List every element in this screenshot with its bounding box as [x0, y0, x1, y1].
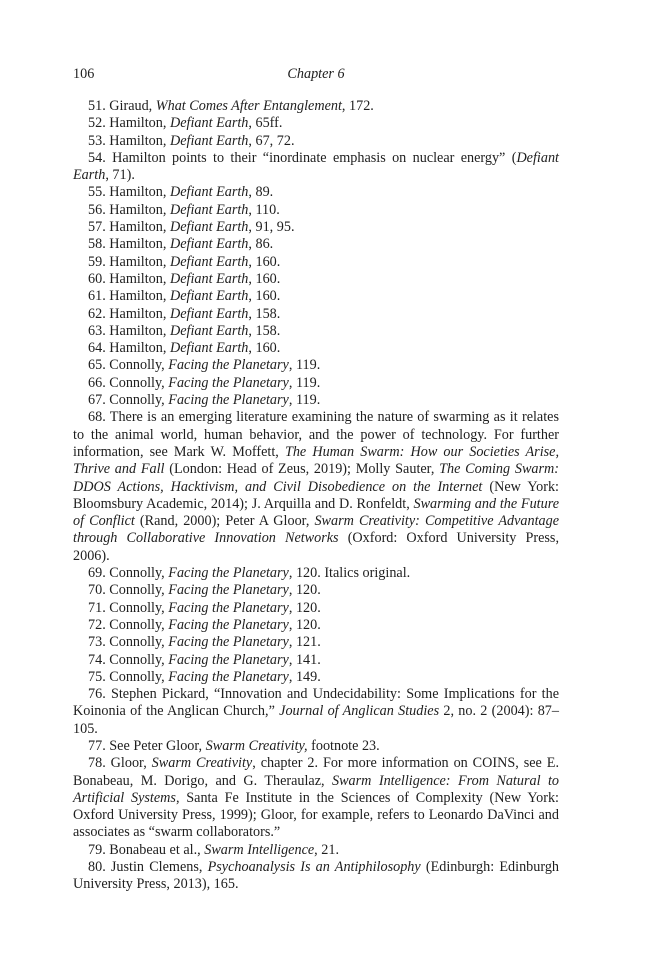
- note-text: , 120.: [288, 599, 321, 616]
- note-text: , 67, 72.: [248, 132, 295, 149]
- note-text: footnote 23.: [307, 737, 380, 754]
- italic-title: What Comes After Entanglement: [155, 98, 342, 114]
- endnote: [73, 98, 559, 115]
- note-text: , 120. Italics original.: [288, 565, 411, 582]
- note-text: , 158.: [248, 322, 281, 339]
- note-text: , 160.: [248, 288, 281, 305]
- note-text: , 89.: [248, 184, 274, 201]
- italic-title: Swarming and the Future of Conflict: [73, 495, 559, 530]
- note-text: 71. Connolly,: [88, 599, 169, 616]
- endnote: [73, 184, 559, 201]
- endnote: [73, 340, 559, 357]
- note-text: 75. Connolly,: [88, 668, 169, 685]
- italic-title: Swarm Creativity,: [205, 737, 308, 754]
- note-text: (Edinburgh: Edinburgh University Press, 2013), 165.: [73, 859, 560, 893]
- note-text: 64. Hamilton,: [88, 340, 170, 357]
- endnote: [73, 582, 559, 599]
- italic-title: Swarm Creativity: [151, 755, 253, 772]
- italic-title: Facing the Planetary: [168, 582, 289, 599]
- endnote: [73, 859, 559, 894]
- italic-title: Journal of Anglican Studies: [279, 703, 440, 720]
- note-text: 51. Giraud,: [88, 98, 156, 114]
- italic-title: Defiant Earth: [169, 270, 249, 287]
- italic-title: Facing the Planetary: [168, 357, 289, 374]
- endnote: [73, 652, 559, 669]
- italic-title: Defiant Earth: [169, 236, 249, 253]
- italic-title: Facing the Planetary: [168, 634, 289, 651]
- note-text: 69. Connolly,: [88, 565, 169, 582]
- note-text: (Rand, 2000); Peter A Gloor,: [134, 513, 315, 530]
- note-text: , 119.: [288, 374, 321, 391]
- note-text: 60. Hamilton,: [88, 270, 170, 287]
- note-text: , 110.: [248, 201, 280, 218]
- note-text: , 172.: [341, 98, 374, 114]
- book-page: [73, 66, 559, 894]
- italic-title: Defiant Earth: [169, 184, 249, 201]
- endnote: [73, 254, 559, 271]
- italic-title: Defiant Earth: [169, 253, 249, 270]
- endnote: [73, 409, 559, 565]
- note-text: , 86.: [248, 236, 274, 253]
- italic-title: Defiant Earth: [169, 340, 249, 357]
- endnote: [73, 392, 559, 409]
- note-text: 54. Hamilton points to their “inordinate emphasis on nuclear energy” (: [88, 149, 517, 166]
- endnote: [73, 323, 559, 340]
- note-text: (Oxford: Oxford University Press, 2006).: [73, 530, 560, 564]
- note-text: 72. Connolly,: [88, 616, 169, 633]
- note-text: , 119.: [288, 392, 321, 409]
- note-text: , 160.: [248, 340, 281, 357]
- italic-title: Defiant Earth: [169, 219, 249, 236]
- note-text: , 71).: [105, 167, 135, 184]
- note-text: 67. Connolly,: [88, 392, 169, 409]
- note-text: , 121.: [288, 634, 321, 651]
- italic-title: Defiant Earth: [73, 149, 559, 184]
- italic-title: Facing the Planetary: [168, 565, 289, 582]
- endnote: [73, 617, 559, 634]
- note-text: 77. See Peter Gloor,: [88, 737, 206, 754]
- note-text: , Santa Fe Institute in the Sciences of Complexity (New York: Oxford University Press, 1999); Gloor, for example, refers to Leonardo DaVinci and associates as “swarm collaborators.”: [73, 789, 559, 841]
- note-text: , 21.: [314, 841, 339, 858]
- endnote: [73, 738, 559, 755]
- endnote: [73, 669, 559, 686]
- note-text: 53. Hamilton,: [88, 132, 170, 149]
- endnote: [73, 133, 559, 150]
- note-text: , 141.: [288, 651, 321, 668]
- italic-title: Swarm Creativity: Competitive Advantage through Collaborative Innovation Networks: [73, 513, 559, 547]
- note-text: 74. Connolly,: [88, 651, 169, 668]
- italic-title: Swarm Intelligence: [204, 841, 315, 858]
- note-text: 79. Bonabeau et al.,: [88, 841, 205, 858]
- note-text: 52. Hamilton,: [88, 115, 170, 132]
- note-text: (New York: Bloomsbury Academic, 2014); J. Arquilla and D. Ronfeldt,: [73, 478, 559, 512]
- note-text: (London: Head of Zeus, 2019); Molly Sauter,: [164, 461, 440, 478]
- note-text: 73. Connolly,: [88, 634, 169, 651]
- endnote: [73, 202, 559, 219]
- italic-title: The Human Swarm: How our Societies Arise, Thrive and Fall: [73, 443, 559, 478]
- italic-title: Defiant Earth: [169, 201, 249, 218]
- note-text: , 160.: [248, 253, 281, 270]
- note-text: , 65ff.: [248, 115, 283, 132]
- chapter-title: Chapter 6: [287, 66, 345, 82]
- note-text: , 160.: [248, 270, 281, 287]
- italic-title: Defiant Earth: [169, 132, 249, 149]
- note-text: 63. Hamilton,: [88, 322, 170, 339]
- note-text: 70. Connolly,: [88, 582, 169, 599]
- italic-title: Swarm Intelligence: From Natural to Artificial Systems: [73, 772, 559, 806]
- italic-title: Psychoanalysis Is an Antiphilosophy: [207, 859, 421, 876]
- note-text: 62. Hamilton,: [88, 305, 170, 322]
- endnote: [73, 219, 559, 236]
- note-text: 61. Hamilton,: [88, 288, 170, 305]
- endnote: [73, 842, 559, 859]
- endnote: [73, 565, 559, 582]
- endnote: [73, 600, 559, 617]
- endnote: [73, 634, 559, 651]
- italic-title: Facing the Planetary: [168, 392, 289, 409]
- italic-title: Defiant Earth: [169, 288, 249, 305]
- endnote: [73, 115, 559, 132]
- endnote: [73, 306, 559, 323]
- note-text: , 120.: [288, 582, 321, 599]
- endnote: [73, 375, 559, 392]
- note-text: 57. Hamilton,: [88, 219, 170, 236]
- endnote: [73, 271, 559, 288]
- note-text: 55. Hamilton,: [88, 184, 170, 201]
- note-text: , 158.: [248, 305, 281, 322]
- italic-title: Facing the Planetary: [168, 599, 289, 616]
- italic-title: Facing the Planetary: [168, 668, 289, 685]
- note-text: 58. Hamilton,: [88, 236, 170, 253]
- italic-title: Defiant Earth: [169, 115, 249, 132]
- note-text: , 149.: [288, 668, 321, 685]
- italic-title: Facing the Planetary: [168, 651, 289, 668]
- endnote: [73, 755, 559, 841]
- italic-title: The Coming Swarm: DDOS Actions, Hacktivism, and Civil Disobedience on the Internet: [73, 461, 560, 495]
- endnote: [73, 150, 559, 185]
- note-text: 66. Connolly,: [88, 374, 169, 391]
- italic-title: Facing the Planetary: [168, 374, 289, 391]
- note-text: 59. Hamilton,: [88, 253, 170, 270]
- note-text: , chapter 2. For more information on COINS, see E. Bonabeau, M. Dorigo, and G. Theraulaz,: [73, 755, 559, 789]
- page-number: 106: [73, 66, 95, 82]
- endnote: [73, 236, 559, 253]
- note-text: 80. Justin Clemens,: [88, 859, 208, 876]
- note-text: 76. Stephen Pickard, “Innovation and Undecidability: Some Implications for the Koinonia of the Anglican Church,”: [73, 686, 559, 720]
- endnote: [73, 357, 559, 374]
- endnotes-list: [73, 98, 559, 894]
- endnote: [73, 686, 559, 738]
- note-text: 65. Connolly,: [88, 357, 169, 374]
- note-text: 68. There is an emerging literature examining the nature of swarming as it relates to the animal world, human behavior, and the power of technology. For further information, see Mark W. Moffett,: [73, 409, 559, 460]
- italic-title: Defiant Earth: [169, 322, 249, 339]
- note-text: , 119.: [288, 357, 321, 374]
- note-text: 78. Gloor,: [88, 755, 152, 772]
- endnote: [73, 288, 559, 305]
- italic-title: Facing the Planetary: [168, 616, 289, 633]
- note-text: 56. Hamilton,: [88, 201, 170, 218]
- running-head: [73, 66, 559, 83]
- note-text: 2, no. 2 (2004): 87–105.: [73, 703, 559, 737]
- note-text: , 91, 95.: [248, 219, 295, 236]
- italic-title: Defiant Earth: [169, 305, 249, 322]
- note-text: , 120.: [288, 616, 321, 633]
